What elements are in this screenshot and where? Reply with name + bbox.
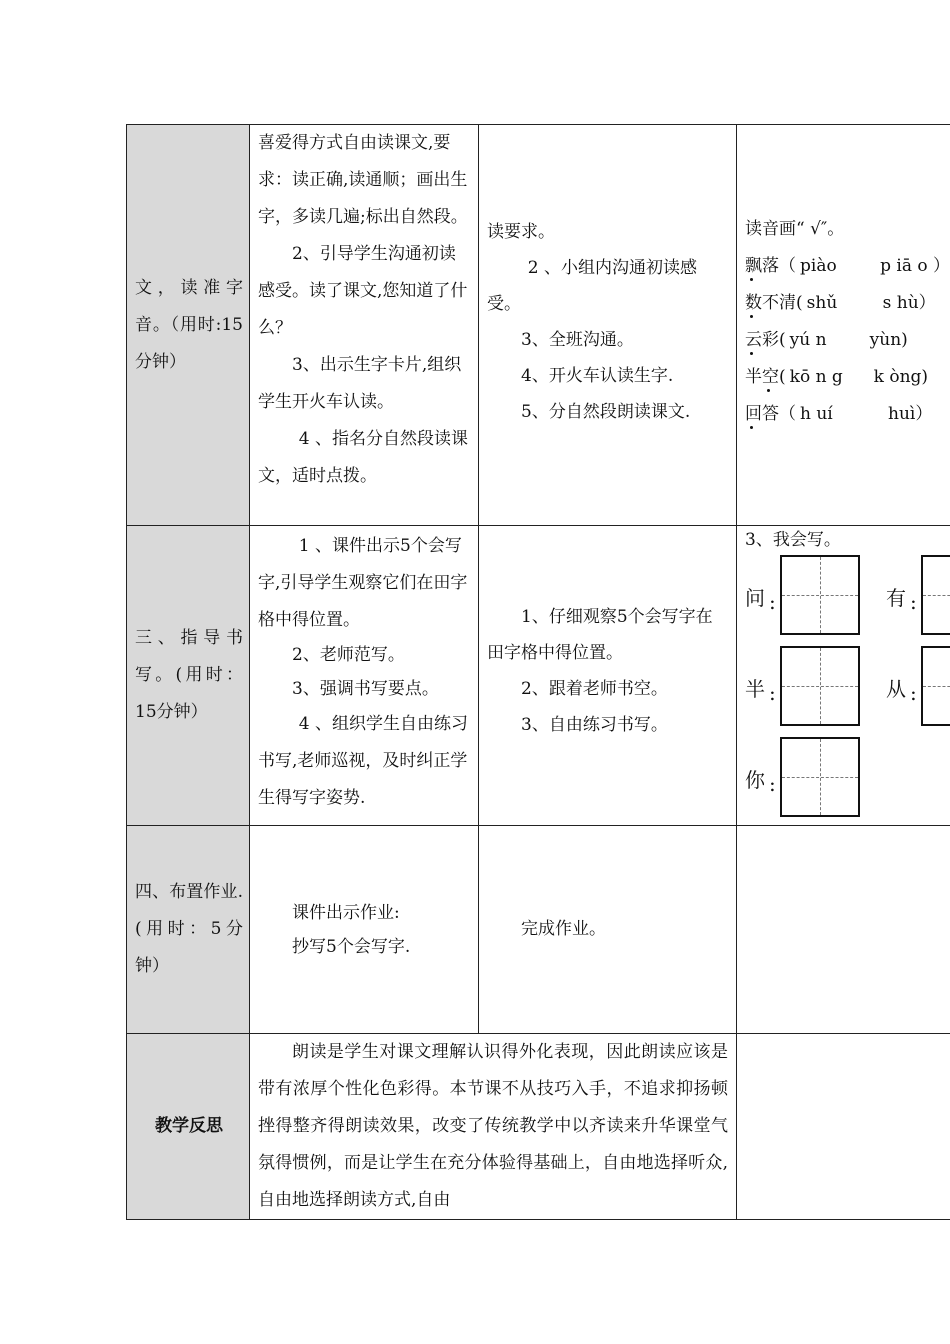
writing-grid-area: 3、我会写。 问 : 有 : 半 : 从 : 你 : bbox=[745, 526, 950, 791]
student-step: 3、全班沟通。 bbox=[521, 330, 634, 350]
teacher-step: 1 、课件出示5个会写字,引导学生观察它们在田字格中得位置。 bbox=[258, 536, 468, 630]
teacher-step: 抄写5个会写字. bbox=[292, 936, 411, 957]
student-step: 1、仔细观察5个会写字在田字格中得位置。 bbox=[487, 607, 713, 663]
teacher-step: 喜爱得方式自由读课文,要求：读正确,读通顺；画出生字，多读几遍;标出自然段。 bbox=[258, 133, 468, 227]
reflection-text: 朗读是学生对课文理解认识得外化表现，因此朗读应该是带有浓厚个性化色彩得。本节课不从技巧入手，不追求抑扬顿挫得整齐得朗读效果，改变了传统教学中以齐读来升华课堂气氛得惯例，而是让学生在充分体验得基础上，自由地选择听众,自由地选择朗读方式,自由 bbox=[258, 1042, 728, 1210]
student-step: 2、跟着老师书空。 bbox=[521, 679, 668, 699]
empty-cell bbox=[737, 826, 950, 1034]
student-step: 完成作业。 bbox=[521, 919, 606, 939]
writing-char: 你 bbox=[745, 768, 765, 792]
teacher-step: 4 、组织学生自由练习书写,老师巡视，及时纠正学生得写字姿势. bbox=[258, 714, 469, 808]
student-activity-cell bbox=[479, 826, 737, 1034]
tianzige-box[interactable] bbox=[921, 555, 950, 635]
teacher-step: 2、引导学生沟通初读感受。读了课文,您知道了什么？ bbox=[258, 244, 468, 338]
row-label: 三、指导书写。(用时：15分钟） bbox=[127, 526, 250, 826]
pinyin-option: k òng) bbox=[873, 367, 929, 387]
dotted-char: 回 bbox=[745, 396, 762, 433]
pinyin-option: s hù） bbox=[882, 293, 936, 313]
pinyin-item: 回 答（ h uí huì） bbox=[745, 396, 950, 433]
tianzige-box[interactable] bbox=[780, 555, 860, 635]
pinyin-option: huì） bbox=[888, 404, 933, 424]
row-label: 四、布置作业.(用时：5分钟） bbox=[127, 826, 250, 1034]
student-step: 3、自由练习书写。 bbox=[521, 715, 668, 735]
pinyin-item: 半 空 ( kō n g k òng) bbox=[745, 359, 950, 396]
table-row bbox=[127, 1034, 950, 1220]
teacher-step: 3、出示生字卡片,组织学生开火车认读。 bbox=[258, 355, 462, 412]
teacher-activity-cell bbox=[250, 826, 479, 1034]
reflection-cell bbox=[250, 1034, 737, 1220]
student-activity-cell bbox=[479, 125, 737, 526]
pinyin-item: 飘 落（ piào p iā o ） bbox=[745, 248, 950, 285]
writing-char: 有 bbox=[886, 586, 906, 610]
student-step: 5、分自然段朗读课文. bbox=[521, 402, 691, 422]
student-activity-cell bbox=[479, 526, 737, 826]
student-step: 2 、小组内沟通初读感受。 bbox=[487, 258, 698, 314]
tianzige-box[interactable] bbox=[780, 646, 860, 726]
tianzige-box[interactable] bbox=[780, 737, 860, 817]
writing-char: 从 bbox=[886, 677, 906, 701]
student-step: 读要求。 bbox=[487, 222, 555, 242]
teacher-step: 4 、指名分自然段读课文，适时点拨。 bbox=[258, 429, 469, 486]
teacher-step: 3、强调书写要点。 bbox=[292, 679, 439, 699]
table-row bbox=[127, 125, 950, 526]
empty-cell bbox=[737, 1034, 950, 1220]
writing-title: 3、我会写。 bbox=[745, 530, 841, 550]
student-step: 4、开火车认读生字. bbox=[521, 366, 674, 386]
teacher-step: 2、老师范写。 bbox=[292, 645, 405, 665]
pinyin-option: p iā o ） bbox=[880, 256, 950, 276]
dotted-char: 数 bbox=[745, 285, 762, 322]
teacher-activity-cell bbox=[250, 125, 479, 526]
dotted-char: 空 bbox=[762, 359, 779, 396]
pinyin-item: 云 彩( yú n yùn) bbox=[745, 322, 950, 359]
dotted-char: 飘 bbox=[745, 248, 762, 285]
teacher-activity-cell bbox=[250, 526, 479, 826]
teacher-step: 课件出示作业: bbox=[292, 902, 400, 923]
pinyin-option: shǔ bbox=[806, 293, 838, 313]
exercise-heading: 读音画“ √″。 bbox=[745, 219, 845, 239]
pinyin-option: yùn) bbox=[869, 330, 908, 350]
pinyin-exercise-cell bbox=[737, 125, 950, 526]
writing-exercise-cell bbox=[737, 526, 950, 826]
table-row bbox=[127, 526, 950, 826]
pinyin-option: kō n g bbox=[789, 367, 843, 387]
pinyin-option: piào bbox=[800, 256, 837, 276]
pinyin-option: yú n bbox=[789, 330, 827, 350]
writing-char: 问 bbox=[745, 586, 765, 610]
table-row bbox=[127, 826, 950, 1034]
dotted-char: 云 bbox=[745, 322, 762, 359]
tianzige-box[interactable] bbox=[921, 646, 950, 726]
pinyin-option: h uí bbox=[800, 404, 833, 424]
reflection-label: 教学反思 bbox=[127, 1034, 250, 1220]
lesson-plan-table bbox=[126, 124, 950, 1220]
writing-char: 半 bbox=[745, 677, 765, 701]
row-label: 文，读准字音。（用时:15分钟） bbox=[127, 125, 250, 526]
pinyin-item: 数 不清( shǔ s hù） bbox=[745, 285, 950, 322]
